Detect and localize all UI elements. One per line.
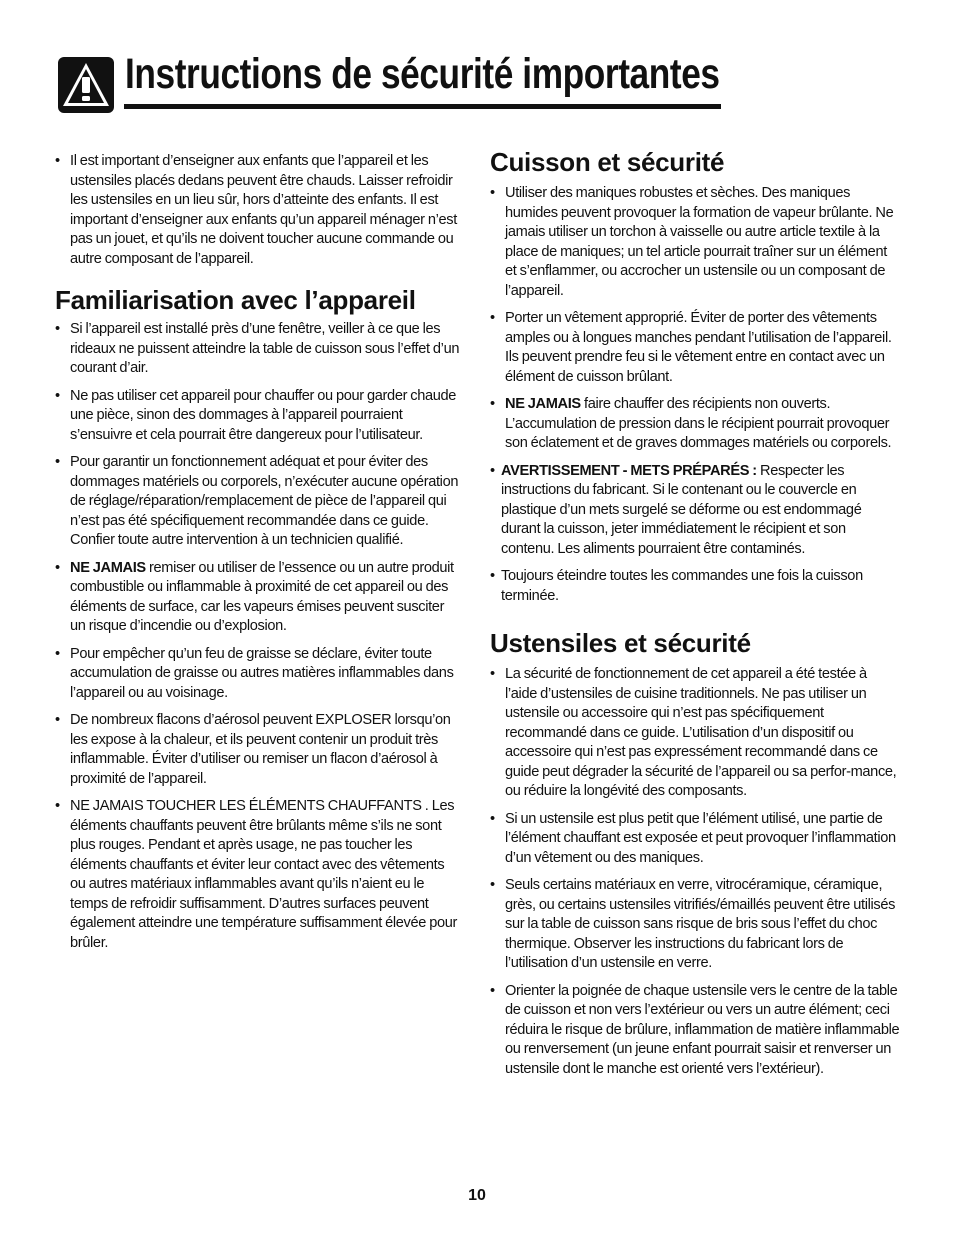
list-item: • Orienter la poignée de chaque ustensile vers le centre de la table de cuisson et non vers l’extérieur ou vers un autre élément; ceci réduira le risque de brûlure, inflammation de matière inflammable ou renversement (un jeune enfant pourrait saisir et renverser un ustensile dont le manche est orienté vers l’extérieur). xyxy=(490,982,900,1080)
section-heading-familiarisation: Familiarisation avec l’appareil xyxy=(55,285,416,315)
page-title: Instructions de sécurité importantes xyxy=(125,50,720,98)
list-item: • Ne pas utiliser cet appareil pour chauffer ou pour garder chaude une pièce, sinon des dommages à l’appareil pourraient s’ensuivre et cela pourrait être dangereux pour l’utilisateur. xyxy=(55,387,460,446)
list-item: • Toujours éteindre toutes les commandes une fois la cuisson terminée. xyxy=(490,567,900,606)
list-item: • NE JAMAIS TOUCHER LES ÉLÉMENTS CHAUFFANTS . Les éléments chauffants peuvent être brûlants même s’ils ne sont plus rouges. Pendant et après usage, ne pas toucher les éléments chauffants et éviter leur contact avec des vêtements ou autres matériaux inflammables avant qu’ils n’aient eu le temps de refroidir suffisamment. D’autres surfaces peuvent également atteindre une température suffisamment élevée pour brûler. xyxy=(55,797,460,953)
section-heading-ustensiles: Ustensiles et sécurité xyxy=(490,628,751,658)
emphasis: NE JAMAIS xyxy=(70,559,146,576)
emphasis: NE JAMAIS xyxy=(505,396,581,412)
list-item: • De nombreux flacons d’aérosol peuvent EXPLOSER lorsqu’on les expose à la chaleur, et ils peuvent contenir un produit très inflammable. Éviter d’utiliser ou remiser un flacon d’aérosol à proximité de l’appareil. xyxy=(55,711,460,789)
left-column xyxy=(55,152,460,961)
list-item: • Utiliser des maniques robustes et sèches. Des maniques humides peuvent provoquer la formation de vapeur brûlante. Ne jamais utiliser un torchon à vaisselle ou autre article textile à la place de maniques; un tel article pourrait traîner sur un élément et s’enflammer, ou accrocher un ustensile ou un composant de l’appareil. xyxy=(490,184,900,301)
cuisson-list xyxy=(490,184,900,606)
list-item: • Si un ustensile est plus petit que l’élément utilisé, une partie de l’élément chauffant est exposée et peut provoquer l’inflammation d’un vêtement ou des maniques. xyxy=(490,810,900,869)
list-item: • NE JAMAIS faire chauffer des récipients non ouverts. L’accumulation de pression dans le récipient pourrait provoquer son éclatement et de graves dommages matériels ou corporels. xyxy=(490,395,900,454)
list-item: • Pour garantir un fonctionnement adéquat et pour éviter des dommages matériels ou corporels, n’exécuter aucune opération de réglage/réparation/remplacement de pièce de l’appareil qui n’est pas été spécifiquement recommandée dans ce guide. Confier toute autre intervention à un technicien qualifié. xyxy=(55,453,460,551)
list-item: • NE JAMAIS remiser ou utiliser de l’essence ou un autre produit combustible ou inflammable à proximité de cet appareil ou des éléments de surface, car les vapeurs émises peuvent susciter un risque d’incendie ou d’explosion. xyxy=(55,559,460,637)
list-item: • Porter un vêtement approprié. Éviter de porter des vêtements amples ou à longues manches pendant l’utilisation de l’appareil. Ils peuvent prendre feu si le vêtement entre en contact avec un élément de cuisson brûlant. xyxy=(490,309,900,387)
right-column xyxy=(490,147,900,1087)
emphasis: AVERTISSEMENT - METS PRÉPARÉS : xyxy=(501,462,757,479)
list-item: • Si l’appareil est installé près d’une fenêtre, veiller à ce que les rideaux ne puissent atteindre la table de cuisson sous l’effet d’un courant d’air. xyxy=(55,320,460,379)
intro-list xyxy=(55,152,460,269)
list-item: • AVERTISSEMENT - METS PRÉPARÉS : Respecter les instructions du fabricant. Si le contenant ou le couvercle en plastique d’un mets surgelé se déforme ou est endommagé durant la cuisson, jeter immédiatement le récipient et son contenu. Les aliments pourraient être contaminés. xyxy=(490,462,900,560)
list-item: • Seuls certains matériaux en verre, vitrocéramique, céramique, grès, ou certains ustensiles vitrifiés/émaillés peuvent être utilisés sur la table de cuisson sans risque de bris sous l’effet du choc thermique. Observer les instructions du fabricant lors de l’utilisation d’un ustensile en verre. xyxy=(490,876,900,974)
section-heading-cuisson: Cuisson et sécurité xyxy=(490,147,725,177)
list-item: • Il est important d’enseigner aux enfants que l’appareil et les ustensiles placés dedans peuvent être chauds. Laisser refroidir les ustensiles en un lieu sûr, hors d’atteinte des enfants. Il est important d’enseigner aux enfants qu’un appareil ménager n’est pas un jouet, et qu’ils ne doivent toucher aucune commande ou autre composant de l’appareil. xyxy=(55,152,460,269)
page-number: 10 xyxy=(468,1187,486,1204)
ustensiles-list xyxy=(490,665,900,1079)
title-underline xyxy=(124,104,721,109)
page-header xyxy=(57,50,721,116)
list-item: • Pour empêcher qu’un feu de graisse se déclare, éviter toute accumulation de graisse ou autres matières inflammables dans l’appareil ou au voisinage. xyxy=(55,645,460,704)
familiarisation-list xyxy=(55,320,460,953)
warning-triangle-icon xyxy=(57,56,115,114)
list-item: • La sécurité de fonctionnement de cet appareil a été testée à l’aide d’ustensiles de cuisine traditionnels. Ne pas utiliser un ustensile ou accessoire qui n’est pas spécifiquement recommandé dans ce guide. L’utilisation d’un dispositif ou accessoire qui n’est pas expressément recommandé dans ce guide peut dégrader la sécurité de l’appareil ou sa perfor-mance, ou réduire la longévité des composants. xyxy=(490,665,900,802)
